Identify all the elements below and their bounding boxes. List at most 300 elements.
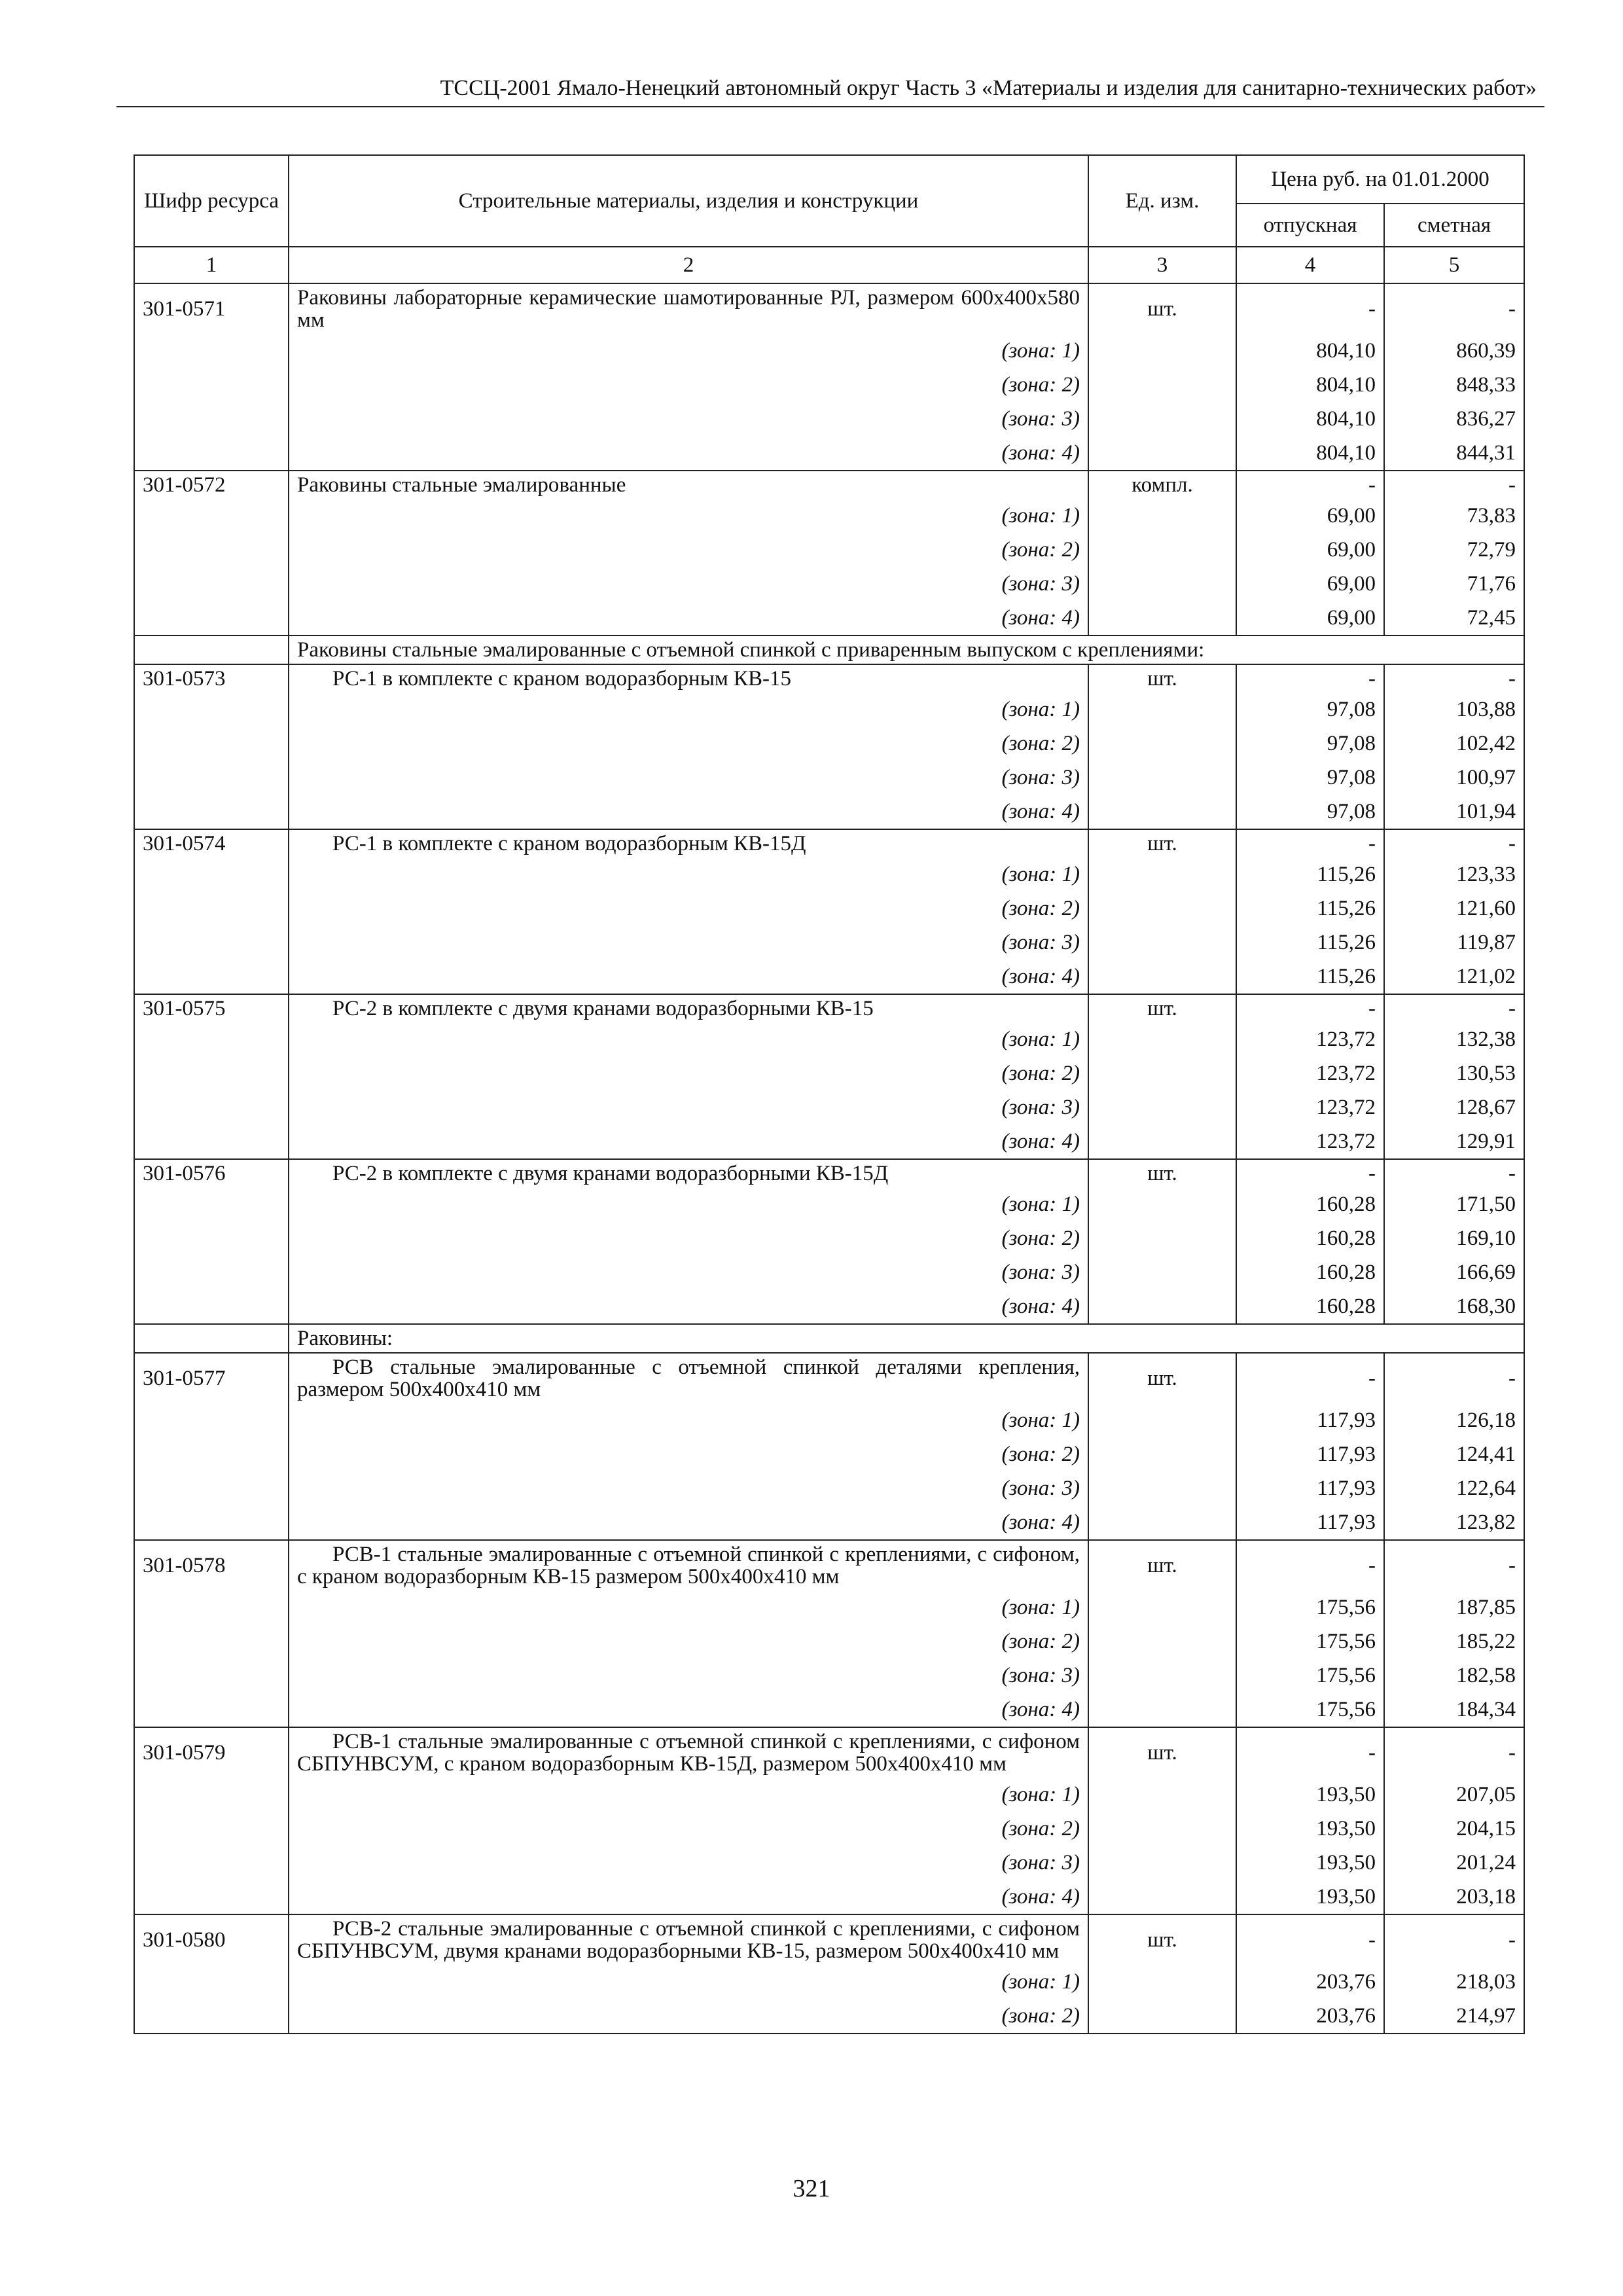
zone-row (134, 601, 1524, 636)
resource-code: 301-0577 (134, 1353, 289, 1403)
unit-cell (1088, 1471, 1236, 1505)
resource-code-cell (134, 1693, 289, 1727)
release-price: 804,10 (1236, 334, 1384, 368)
zone-row (134, 1778, 1524, 1812)
unit-cell (1088, 1289, 1236, 1324)
zone-row (134, 1187, 1524, 1221)
release-price: 804,10 (1236, 402, 1384, 436)
release-price: - (1236, 1353, 1384, 1403)
resource-code-cell (134, 925, 289, 960)
estimate-price: 207,05 (1384, 1778, 1524, 1812)
unit-cell (1088, 1056, 1236, 1090)
table-row (134, 664, 1524, 692)
estimate-price: - (1384, 994, 1524, 1022)
release-price: 175,56 (1236, 1624, 1384, 1659)
zone-row (134, 726, 1524, 761)
unit-cell (1088, 1403, 1236, 1437)
estimate-price: 844,31 (1384, 436, 1524, 471)
table-row (134, 1727, 1524, 1778)
zone-row (134, 368, 1524, 402)
release-price: 123,72 (1236, 1090, 1384, 1124)
resource-code-cell (134, 1022, 289, 1056)
zone-label: (зона: 1) (289, 1403, 1088, 1437)
resource-code-cell (134, 1289, 289, 1324)
unit-cell (1088, 499, 1236, 533)
zone-label: (зона: 4) (289, 795, 1088, 829)
estimate-price: 102,42 (1384, 726, 1524, 761)
estimate-price: 201,24 (1384, 1846, 1524, 1880)
zone-row (134, 1471, 1524, 1505)
resource-code-cell (134, 1124, 289, 1159)
unit-cell (1088, 1846, 1236, 1880)
resource-code-cell (134, 1090, 289, 1124)
estimate-price: - (1384, 1353, 1524, 1403)
estimate-price: 182,58 (1384, 1659, 1524, 1693)
resource-code-cell (134, 402, 289, 436)
resource-code: 301-0573 (134, 664, 289, 692)
unit-cell (1088, 368, 1236, 402)
unit-cell (1088, 1693, 1236, 1727)
release-price: - (1236, 1540, 1384, 1590)
estimate-price: 126,18 (1384, 1403, 1524, 1437)
section-row (134, 1324, 1524, 1353)
zone-label: (зона: 1) (289, 1187, 1088, 1221)
material-name: РСВ-1 стальные эмалированные с отъемной спинкой с креплениями, с сифоном СБПУНВСУМ, с краном водоразборным КВ-15Д, размером 500х400х410 мм (289, 1727, 1088, 1778)
zone-row (134, 1403, 1524, 1437)
resource-code-cell (134, 857, 289, 891)
material-name: РС-2 в комплекте с двумя кранами водоразборными КВ-15Д (289, 1159, 1088, 1187)
resource-code: 301-0575 (134, 994, 289, 1022)
resource-code: 301-0574 (134, 829, 289, 857)
estimate-price: - (1384, 1727, 1524, 1778)
unit-cell (1088, 1437, 1236, 1471)
table-row (134, 1353, 1524, 1403)
page-number: 321 (793, 2175, 830, 2202)
release-price: 193,50 (1236, 1778, 1384, 1812)
estimate-price: 860,39 (1384, 334, 1524, 368)
zone-label: (зона: 2) (289, 1056, 1088, 1090)
zone-row (134, 1590, 1524, 1624)
zone-row (134, 1255, 1524, 1289)
zone-label: (зона: 1) (289, 1022, 1088, 1056)
resource-code-cell (134, 1624, 289, 1659)
release-price: - (1236, 994, 1384, 1022)
release-price: 193,50 (1236, 1880, 1384, 1914)
zone-row (134, 1693, 1524, 1727)
resource-code-cell (134, 533, 289, 567)
zone-label: (зона: 2) (289, 1221, 1088, 1255)
zone-label: (зона: 4) (289, 1693, 1088, 1727)
material-name: РС-1 в комплекте с краном водоразборным КВ-15 (289, 664, 1088, 692)
zone-row (134, 795, 1524, 829)
zone-row (134, 1659, 1524, 1693)
zone-row (134, 1624, 1524, 1659)
resource-code-cell (134, 1778, 289, 1812)
unit-of-measure: шт. (1088, 1540, 1236, 1590)
zone-label: (зона: 4) (289, 1289, 1088, 1324)
resource-code: 301-0580 (134, 1914, 289, 1965)
unit-cell (1088, 1505, 1236, 1540)
estimate-price: 123,82 (1384, 1505, 1524, 1540)
estimate-price: 185,22 (1384, 1624, 1524, 1659)
column-number: 1 (134, 247, 289, 283)
release-price: 97,08 (1236, 795, 1384, 829)
column-number: 4 (1236, 247, 1384, 283)
zone-label: (зона: 1) (289, 334, 1088, 368)
release-price: - (1236, 1159, 1384, 1187)
release-price: 160,28 (1236, 1255, 1384, 1289)
estimate-price: 171,50 (1384, 1187, 1524, 1221)
zone-label: (зона: 2) (289, 891, 1088, 925)
material-name: РСВ-1 стальные эмалированные с отъемной спинкой с креплениями, с сифоном, с краном водоразборным КВ-15 размером 500х400х410 мм (289, 1540, 1088, 1590)
table-row (134, 471, 1524, 499)
zone-row (134, 402, 1524, 436)
unit-cell (1088, 692, 1236, 726)
resource-code-cell (134, 1880, 289, 1914)
release-price: 175,56 (1236, 1590, 1384, 1624)
estimate-price: 836,27 (1384, 402, 1524, 436)
resource-code-cell (134, 1187, 289, 1221)
resource-code-cell (134, 692, 289, 726)
unit-cell (1088, 1221, 1236, 1255)
unit-cell (1088, 567, 1236, 601)
release-price: 160,28 (1236, 1289, 1384, 1324)
resource-code-cell (134, 1812, 289, 1846)
estimate-price: 122,64 (1384, 1471, 1524, 1505)
release-price: - (1236, 283, 1384, 334)
resource-code-cell (134, 1324, 289, 1353)
release-price: 123,72 (1236, 1124, 1384, 1159)
running-header (116, 73, 1544, 107)
column-header-estimate: сметная (1384, 204, 1524, 247)
estimate-price: 203,18 (1384, 1880, 1524, 1914)
estimate-price: 848,33 (1384, 368, 1524, 402)
zone-row (134, 960, 1524, 994)
zone-row (134, 1999, 1524, 2034)
release-price: 117,93 (1236, 1437, 1384, 1471)
zone-row (134, 436, 1524, 471)
zone-row (134, 567, 1524, 601)
material-name: Раковины стальные эмалированные (289, 471, 1088, 499)
estimate-price: 130,53 (1384, 1056, 1524, 1090)
unit-of-measure: шт. (1088, 283, 1236, 334)
unit-of-measure: шт. (1088, 1914, 1236, 1965)
resource-code-cell (134, 601, 289, 636)
unit-cell (1088, 436, 1236, 471)
resource-code-cell (134, 636, 289, 664)
column-number: 5 (1384, 247, 1524, 283)
table-row (134, 1540, 1524, 1590)
release-price: 804,10 (1236, 368, 1384, 402)
release-price: 804,10 (1236, 436, 1384, 471)
zone-row (134, 925, 1524, 960)
zone-row (134, 334, 1524, 368)
unit-of-measure: шт. (1088, 1727, 1236, 1778)
resource-code-cell (134, 368, 289, 402)
resource-code-cell (134, 1659, 289, 1693)
price-table-body (134, 283, 1524, 2034)
resource-code: 301-0572 (134, 471, 289, 499)
release-price: - (1236, 664, 1384, 692)
unit-of-measure: компл. (1088, 471, 1236, 499)
estimate-price: 124,41 (1384, 1437, 1524, 1471)
unit-of-measure: шт. (1088, 1353, 1236, 1403)
resource-code: 301-0578 (134, 1540, 289, 1590)
unit-cell (1088, 1812, 1236, 1846)
estimate-price: 101,94 (1384, 795, 1524, 829)
release-price: - (1236, 1727, 1384, 1778)
release-price: 97,08 (1236, 692, 1384, 726)
zone-label: (зона: 4) (289, 601, 1088, 636)
zone-label: (зона: 3) (289, 761, 1088, 795)
column-number: 3 (1088, 247, 1236, 283)
release-price: 115,26 (1236, 960, 1384, 994)
resource-code-cell (134, 1590, 289, 1624)
release-price: 175,56 (1236, 1659, 1384, 1693)
section-title: Раковины стальные эмалированные с отъемной спинкой с приваренным выпуском с креплениями: (289, 636, 1524, 664)
zone-label: (зона: 4) (289, 1124, 1088, 1159)
unit-cell (1088, 857, 1236, 891)
zone-row (134, 1846, 1524, 1880)
zone-row (134, 1437, 1524, 1471)
release-price: 193,50 (1236, 1812, 1384, 1846)
resource-code-cell (134, 1999, 289, 2034)
release-price: 160,28 (1236, 1221, 1384, 1255)
zone-label: (зона: 1) (289, 857, 1088, 891)
column-number: 2 (289, 247, 1088, 283)
release-price: 123,72 (1236, 1022, 1384, 1056)
material-name: Раковины лабораторные керамические шамотированные РЛ, размером 600х400х580 мм (289, 283, 1088, 334)
release-price: 203,76 (1236, 1965, 1384, 1999)
estimate-price: 214,97 (1384, 1999, 1524, 2034)
estimate-price: 169,10 (1384, 1221, 1524, 1255)
zone-label: (зона: 1) (289, 1965, 1088, 1999)
material-name: РС-2 в комплекте с двумя кранами водоразборными КВ-15 (289, 994, 1088, 1022)
estimate-price: 73,83 (1384, 499, 1524, 533)
release-price: 97,08 (1236, 761, 1384, 795)
table-row (134, 994, 1524, 1022)
release-price: 115,26 (1236, 857, 1384, 891)
unit-cell (1088, 1187, 1236, 1221)
release-price: 97,08 (1236, 726, 1384, 761)
zone-label: (зона: 3) (289, 1471, 1088, 1505)
release-price: 203,76 (1236, 1999, 1384, 2034)
zone-row (134, 1090, 1524, 1124)
zone-label: (зона: 2) (289, 726, 1088, 761)
resource-code-cell (134, 1965, 289, 1999)
estimate-price: 119,87 (1384, 925, 1524, 960)
estimate-price: 184,34 (1384, 1693, 1524, 1727)
zone-row (134, 1124, 1524, 1159)
section-row (134, 636, 1524, 664)
estimate-price: - (1384, 664, 1524, 692)
column-header-unit: Ед. изм. (1088, 155, 1236, 247)
resource-code-cell (134, 436, 289, 471)
zone-row (134, 1056, 1524, 1090)
estimate-price: 129,91 (1384, 1124, 1524, 1159)
zone-row (134, 1221, 1524, 1255)
unit-cell (1088, 726, 1236, 761)
estimate-price: 168,30 (1384, 1289, 1524, 1324)
zone-label: (зона: 3) (289, 1659, 1088, 1693)
resource-code-cell (134, 567, 289, 601)
unit-cell (1088, 925, 1236, 960)
zone-label: (зона: 3) (289, 1090, 1088, 1124)
unit-cell (1088, 1880, 1236, 1914)
estimate-price: 218,03 (1384, 1965, 1524, 1999)
resource-code-cell (134, 1846, 289, 1880)
zone-label: (зона: 4) (289, 1880, 1088, 1914)
resource-code-cell (134, 1505, 289, 1540)
estimate-price: 71,76 (1384, 567, 1524, 601)
estimate-price: 123,33 (1384, 857, 1524, 891)
unit-cell (1088, 1659, 1236, 1693)
unit-cell (1088, 795, 1236, 829)
table-row (134, 283, 1524, 334)
zone-row (134, 1812, 1524, 1846)
unit-of-measure: шт. (1088, 829, 1236, 857)
release-price: 69,00 (1236, 601, 1384, 636)
zone-label: (зона: 2) (289, 1812, 1088, 1846)
material-name: РСВ стальные эмалированные с отъемной спинкой деталями крепления, размером 500х400х410 мм (289, 1353, 1088, 1403)
unit-cell (1088, 1124, 1236, 1159)
zone-label: (зона: 2) (289, 368, 1088, 402)
price-table (134, 154, 1525, 2034)
unit-cell (1088, 334, 1236, 368)
release-price: 117,93 (1236, 1471, 1384, 1505)
zone-label: (зона: 2) (289, 1437, 1088, 1471)
estimate-price: 103,88 (1384, 692, 1524, 726)
unit-cell (1088, 891, 1236, 925)
zone-row (134, 1505, 1524, 1540)
resource-code-cell (134, 1471, 289, 1505)
unit-cell (1088, 1090, 1236, 1124)
resource-code-cell (134, 1056, 289, 1090)
zone-label: (зона: 4) (289, 960, 1088, 994)
resource-code-cell (134, 499, 289, 533)
estimate-price: 128,67 (1384, 1090, 1524, 1124)
material-name: РСВ-2 стальные эмалированные с отъемной спинкой с креплениями, с сифоном СБПУНВСУМ, двумя кранами водоразборными КВ-15, размером 500х400х410 мм (289, 1914, 1088, 1965)
estimate-price: - (1384, 1914, 1524, 1965)
release-price: - (1236, 829, 1384, 857)
estimate-price: 166,69 (1384, 1255, 1524, 1289)
table-row (134, 829, 1524, 857)
unit-of-measure: шт. (1088, 994, 1236, 1022)
release-price: 115,26 (1236, 925, 1384, 960)
zone-label: (зона: 3) (289, 1846, 1088, 1880)
estimate-price: 204,15 (1384, 1812, 1524, 1846)
unit-of-measure: шт. (1088, 664, 1236, 692)
resource-code: 301-0576 (134, 1159, 289, 1187)
section-title: Раковины: (289, 1324, 1524, 1353)
estimate-price: - (1384, 829, 1524, 857)
zone-label: (зона: 1) (289, 499, 1088, 533)
resource-code-cell (134, 334, 289, 368)
release-price: 175,56 (1236, 1693, 1384, 1727)
unit-cell (1088, 1778, 1236, 1812)
estimate-price: 121,02 (1384, 960, 1524, 994)
resource-code-cell (134, 1437, 289, 1471)
table-row (134, 1159, 1524, 1187)
resource-code-cell (134, 891, 289, 925)
unit-of-measure: шт. (1088, 1159, 1236, 1187)
release-price: 160,28 (1236, 1187, 1384, 1221)
estimate-price: 187,85 (1384, 1590, 1524, 1624)
zone-row (134, 1880, 1524, 1914)
release-price: 69,00 (1236, 533, 1384, 567)
zone-label: (зона: 2) (289, 1624, 1088, 1659)
unit-cell (1088, 761, 1236, 795)
zone-row (134, 533, 1524, 567)
zone-label: (зона: 3) (289, 402, 1088, 436)
column-header-name: Строительные материалы, изделия и конструкции (289, 155, 1088, 247)
zone-row (134, 692, 1524, 726)
estimate-price: 72,45 (1384, 601, 1524, 636)
estimate-price: - (1384, 1159, 1524, 1187)
zone-label: (зона: 3) (289, 925, 1088, 960)
zone-label: (зона: 3) (289, 1255, 1088, 1289)
zone-row (134, 891, 1524, 925)
resource-code-cell (134, 1221, 289, 1255)
unit-cell (1088, 1255, 1236, 1289)
zone-row (134, 499, 1524, 533)
zone-label: (зона: 2) (289, 1999, 1088, 2034)
estimate-price: - (1384, 471, 1524, 499)
zone-row (134, 1965, 1524, 1999)
resource-code: 301-0579 (134, 1727, 289, 1778)
unit-cell (1088, 1624, 1236, 1659)
release-price: 115,26 (1236, 891, 1384, 925)
release-price: 69,00 (1236, 499, 1384, 533)
column-header-release: отпускная (1236, 204, 1384, 247)
material-name: РС-1 в комплекте с краном водоразборным КВ-15Д (289, 829, 1088, 857)
unit-cell (1088, 533, 1236, 567)
release-price: 123,72 (1236, 1056, 1384, 1090)
release-price: - (1236, 1914, 1384, 1965)
release-price: 117,93 (1236, 1505, 1384, 1540)
estimate-price: 132,38 (1384, 1022, 1524, 1056)
zone-label: (зона: 2) (289, 533, 1088, 567)
release-price: 193,50 (1236, 1846, 1384, 1880)
resource-code-cell (134, 795, 289, 829)
column-header-code: Шифр ресурса (134, 155, 289, 247)
unit-cell (1088, 960, 1236, 994)
zone-row (134, 1289, 1524, 1324)
release-price: 69,00 (1236, 567, 1384, 601)
unit-cell (1088, 601, 1236, 636)
table-row (134, 1914, 1524, 1965)
unit-cell (1088, 1965, 1236, 1999)
release-price: 117,93 (1236, 1403, 1384, 1437)
estimate-price: 121,60 (1384, 891, 1524, 925)
resource-code-cell (134, 726, 289, 761)
resource-code-cell (134, 960, 289, 994)
unit-cell (1088, 1590, 1236, 1624)
unit-cell (1088, 1022, 1236, 1056)
zone-row (134, 1022, 1524, 1056)
column-header-price-group: Цена руб. на 01.01.2000 (1236, 155, 1524, 204)
estimate-price: - (1384, 283, 1524, 334)
unit-cell (1088, 402, 1236, 436)
zone-row (134, 761, 1524, 795)
release-price: - (1236, 471, 1384, 499)
resource-code-cell (134, 1255, 289, 1289)
zone-label: (зона: 1) (289, 1590, 1088, 1624)
estimate-price: - (1384, 1540, 1524, 1590)
unit-cell (1088, 1999, 1236, 2034)
zone-label: (зона: 4) (289, 1505, 1088, 1540)
estimate-price: 100,97 (1384, 761, 1524, 795)
